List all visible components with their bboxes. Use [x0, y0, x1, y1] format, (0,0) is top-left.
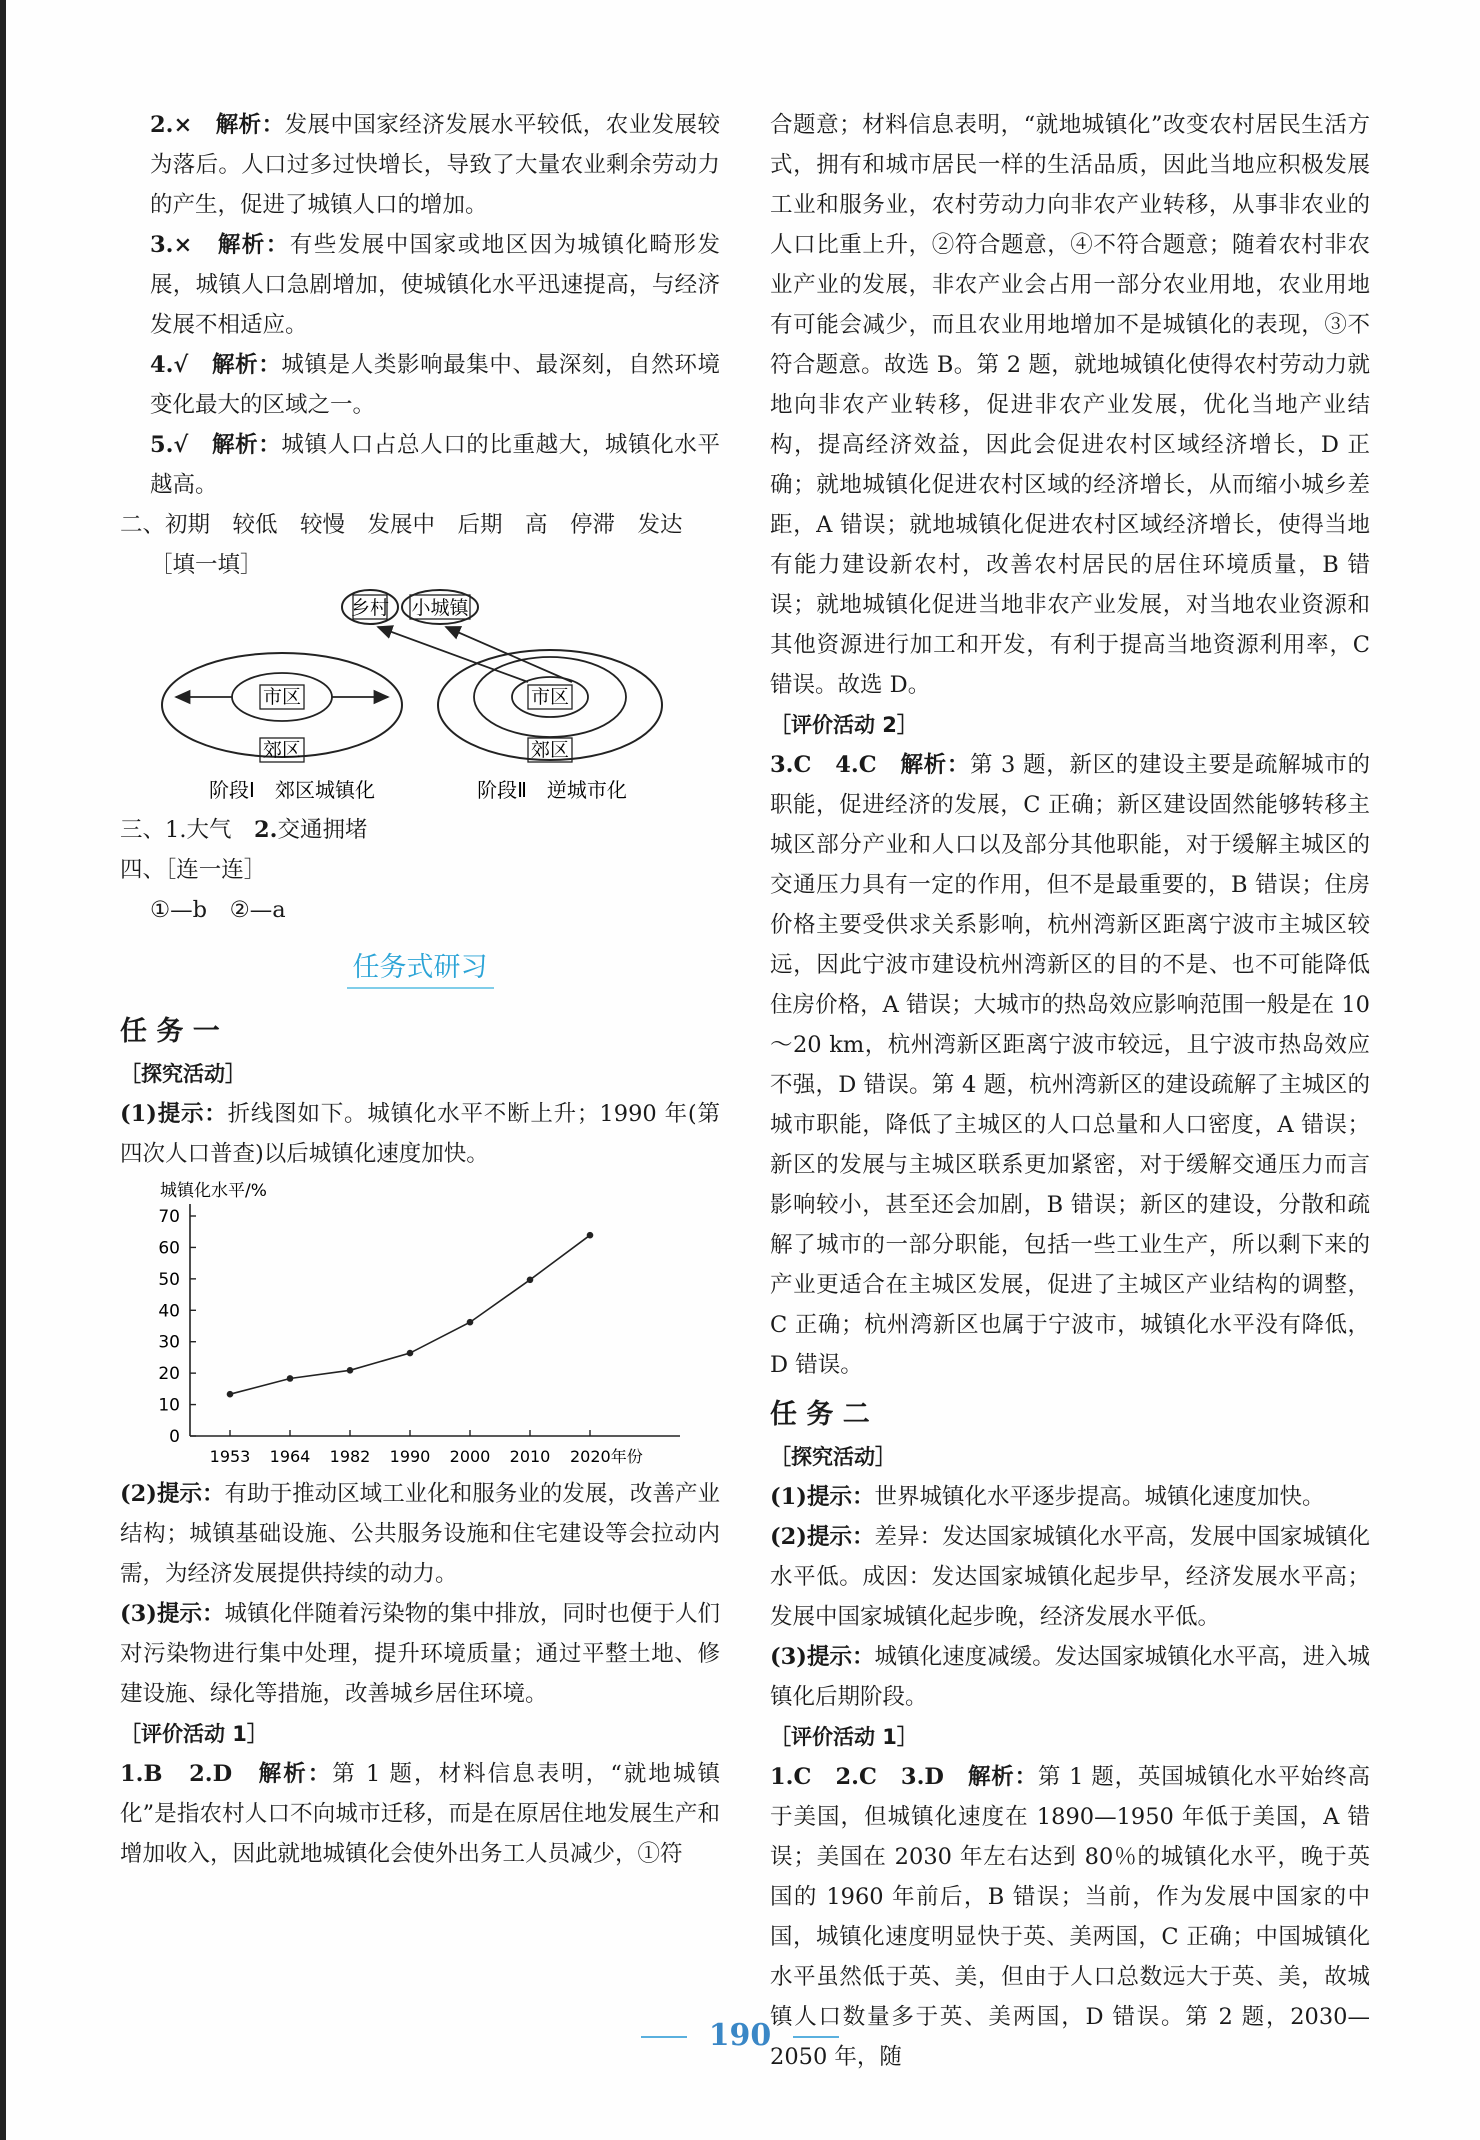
y-tick-label: 70 — [158, 1207, 180, 1227]
section-title: 任务式研习 — [120, 948, 720, 988]
y-tick-label: 40 — [158, 1301, 180, 1322]
judgement-item: 3.× 解析：有些发展中国家或地区因为城镇化畸形发展，城镇人口急剧增加，使城镇化水平迅速提高，与经济发展不相适应。 — [150, 232, 720, 338]
y-tick-label: 60 — [158, 1238, 180, 1259]
y-axis-label: 城镇化水平/% — [160, 1181, 267, 1201]
x-tick-label: 2000 — [449, 1447, 491, 1466]
eval1-answer: 1.B 2.D 解析：第 1 题，材料信息表明，“就地城镇化”是指农村人口不向城市迁移，而是在原居住地发展生产和增加收入，因此就地城镇化会使外出务工人员减少，①符 — [120, 1761, 721, 1867]
judgement-item: 5.√ 解析：城镇人口占总人口的比重越大，城镇化水平越高。 — [150, 432, 720, 498]
data-point — [467, 1319, 474, 1326]
match-answers: ①—b ②—a — [150, 897, 286, 923]
series-line — [230, 1235, 590, 1394]
stage1-caption: 阶段Ⅰ 郊区城镇化 — [209, 778, 375, 802]
task2-hint3: (3)提示：城镇化速度减缓。发达国家城镇化水平高，进入城镇化后期阶段。 — [770, 1644, 1370, 1710]
x-tick-label: 1964 — [269, 1447, 311, 1466]
y-tick-label: 10 — [158, 1395, 180, 1416]
task1-heading: 任 务 一 — [120, 1016, 220, 1047]
right-column — [770, 105, 1370, 2077]
task1-hint3: (3)提示：城镇化伴随着污染物的集中排放，同时也便于人们对污染物进行集中处理，提升环境质量；通过平整土地、修建设施、绿化等措施，改善城乡居住环境。 — [120, 1601, 720, 1707]
data-point — [527, 1277, 534, 1284]
x-tick-label: 1982 — [329, 1447, 371, 1466]
y-tick-label: 50 — [158, 1269, 180, 1290]
stage1-suburb-label: 郊区 — [262, 739, 302, 761]
eval2-answer: 3.C 4.C 解析：第 3 题，新区的建设主要是疏解城市的职能，促进经济的发展，C 正确；新区建设固然能够转移主城区部分产业和人口以及部分其他职能，对于缓解主城区的交通压力具有一定的作用，但不是最重要的，B 错误；住房价格主要受供求关系影响，杭州湾新区距离宁波市主城区较远，因此宁波市建设杭州湾新区的目的不是、也不可能降低住房价格，A 错误；大城市的热岛效应影响范围一般是在 10～20 km，杭州湾新区距离宁波市较远，且宁波市热岛效应不强，D 错误。第 4 题，杭州湾新区的建设疏解了主城区的城市职能，降低了主城区的人口总量和人口密度，A 错误；新区的发展与主城区联系更加紧密，对于缓解交通压力而言影响较小，甚至还会加剧，B 错误；新区的建设，分散和疏解了城市的一部分职能，包括一些工业生产，所以剩下来的产业更适合在主城区发展，促进了主城区产业结构的调整，C 正确；杭州湾新区也属于宁波市，城镇化水平没有降低，D 错误。 — [770, 752, 1370, 1378]
task2-heading: 任 务 二 — [770, 1399, 870, 1430]
judgement-item: 4.√ 解析：城镇是人类影响最集中、最深刻，自然环境变化最大的区域之一。 — [150, 352, 720, 418]
town-label: 小城镇 — [411, 597, 469, 619]
data-point — [227, 1391, 234, 1398]
stage2-city-label: 市区 — [530, 686, 570, 708]
x-tick-label: 2020年份 — [570, 1447, 643, 1466]
explore-label: ［探究活动］ — [120, 1062, 246, 1086]
y-tick-label: 20 — [158, 1364, 180, 1385]
x-tick-label: 1953 — [209, 1447, 251, 1466]
eval3-answer: 1.C 2.C 3.D 解析：第 1 题，英国城镇化水平始终高于美国，但城镇化速度在 1890—1950 年低于美国，A 错误；美国在 2030 年左右达到 80％的城镇化水平，晚于英国的 1960 年前后，B 错误；当前，作为发展中国家的中国，城镇化速度明显快于英、美两国，C 正确；中国城镇化水平虽然低于英、美，但由于人口总数远大于英、美，故城镇人口数量多于英、美两国，D 错误。第 2 题，2030—2050 年，随 — [770, 1764, 1370, 2070]
stage2-caption: 阶段Ⅱ 逆城市化 — [477, 778, 627, 802]
eval1-label-2: ［评价活动 1］ — [770, 1725, 918, 1749]
x-tick-label: 1990 — [389, 1447, 431, 1466]
judgement-item: 2.× 解析：发展中国家经济发展水平较低，农业发展较为落后。人口过多过快增长，导致了大量农业剩余劳动力的产生，促进了城镇人口的增加。 — [150, 112, 720, 218]
binding-edge — [0, 0, 6, 2140]
data-point — [407, 1350, 414, 1357]
data-point — [287, 1375, 294, 1382]
urbanization-stage-diagram — [120, 585, 720, 810]
x-tick-label: 2010 — [509, 1447, 551, 1466]
eval1-label: ［评价活动 1］ — [120, 1722, 268, 1746]
page-number: 190 — [0, 2018, 1480, 2053]
explore-label-2: ［探究活动］ — [770, 1445, 896, 1469]
urbanization-line-chart — [120, 1174, 720, 1474]
village-label: 乡村 — [350, 597, 390, 619]
task1-hint2: (2)提示：有助于推动区域工业化和服务业的发展，改善产业结构；城镇基础设施、公共服务设施和住宅建设等会拉动内需，为经济发展提供持续的动力。 — [120, 1481, 720, 1587]
eval2-label: ［评价活动 2］ — [770, 713, 918, 737]
part4-label: 四、［连一连］ — [120, 857, 267, 883]
task1-hint1: (1)提示：折线图如下。城镇化水平不断上升；1990 年(第四次人口普查)以后城镇化速度加快。 — [120, 1101, 720, 1167]
continued-explanation: 合题意；材料信息表明，“就地城镇化”改变农村居民生活方式，拥有和城市居民一样的生活品质，因此当地应积极发展工业和服务业，农村劳动力向非农产业转移，从事非农业的人口比重上升，②符合题意，④不符合题意；随着农村非农业产业的发展，非农产业会占用一部分农业用地，农业用地有可能会减少，而且农业用地增加不是城镇化的表现，③不符合题意。故选 B。第 2 题，就地城镇化使得农村劳动力就地向非农产业转移，促进非农产业发展，优化当地产业结构，提高经济效益，因此会促进农村区域经济增长，D 正确；就地城镇化促进农村区域的经济增长，从而缩小城乡差距，A 错误；就地城镇化促进农村区域经济增长，使得当地有能力建设新农村，改善农村居民的居住环境质量，B 错误；就地城镇化促进当地非农产业发展，对当地农业资源和其他资源进行加工和开发，有利于提高当地资源利用率，C 错误。故选 D。 — [770, 112, 1370, 698]
left-column — [120, 105, 720, 1874]
task2-hint1: (1)提示：世界城镇化水平逐步提高。城镇化速度加快。 — [770, 1484, 1325, 1510]
y-tick-label: 0 — [169, 1427, 180, 1447]
part3-answers: 三、1.大气 2.交通拥堵 — [120, 817, 368, 843]
part2-answers: 二、初期 较低 较慢 发展中 后期 高 停滞 发达 — [120, 512, 683, 538]
y-tick-label: 30 — [158, 1332, 180, 1353]
data-point — [347, 1367, 354, 1374]
stage1-city-label: 市区 — [262, 686, 302, 708]
fill-label: ［填一填］ — [150, 552, 263, 578]
data-point — [587, 1232, 594, 1239]
task2-hint2: (2)提示：差异：发达国家城镇化水平高，发展中国家城镇化水平低。成因：发达国家城镇化起步早，经济发展水平高；发展中国家城镇化起步晚，经济发展水平低。 — [770, 1524, 1370, 1630]
stage2-suburb-label: 郊区 — [530, 739, 570, 761]
